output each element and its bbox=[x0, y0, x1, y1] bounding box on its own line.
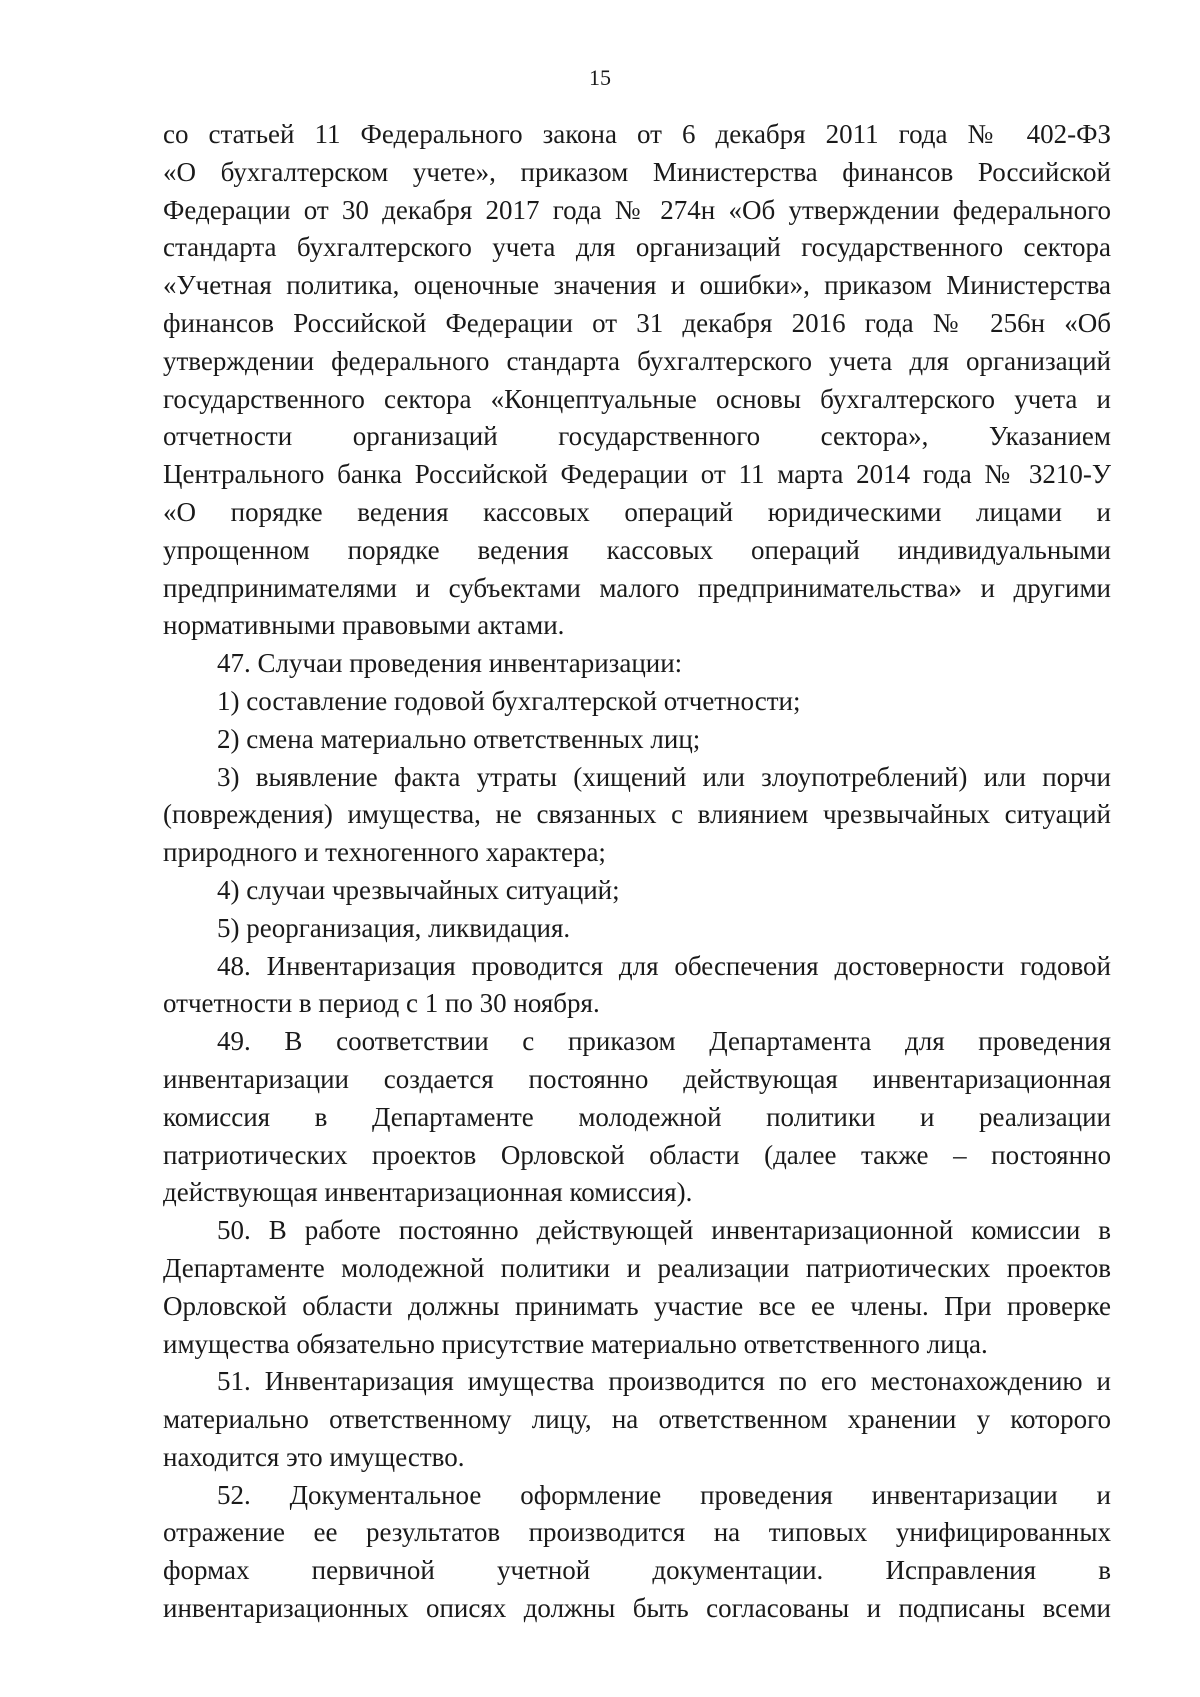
text-line: нормативными правовыми актами. bbox=[163, 610, 565, 641]
text-line: Центрального банка Российской Федерации от 11 марта 2014 года № 3210-У bbox=[163, 459, 1111, 490]
text-line: стандарта бухгалтерского учета для организаций государственного сектора bbox=[163, 232, 1111, 263]
text-line: формах первичной учетной документации. Исправления в bbox=[163, 1555, 1111, 1586]
text-line: утверждении федерального стандарта бухгалтерского учета для организаций bbox=[163, 345, 1111, 376]
text-line: материально ответственному лицу, на ответственном хранении у которого bbox=[163, 1404, 1111, 1435]
text-line: 2) смена материально ответственных лиц; bbox=[217, 723, 701, 754]
text-line: упрощенном порядке ведения кассовых операций индивидуальными bbox=[163, 534, 1111, 565]
text-line: инвентаризационных описях должны быть согласованы и подписаны всеми bbox=[163, 1593, 1111, 1624]
text-line: 5) реорганизация, ликвидация. bbox=[217, 912, 571, 943]
text-line: Департаменте молодежной политики и реализации патриотических проектов bbox=[163, 1252, 1111, 1283]
text-line: «О бухгалтерском учете», приказом Министерства финансов Российской bbox=[163, 156, 1111, 187]
text-line: отчетности в период с 1 по 30 ноября. bbox=[163, 988, 600, 1019]
text-line: (повреждения) имущества, не связанных с влиянием чрезвычайных ситуаций bbox=[163, 799, 1111, 830]
text-line: государственного сектора «Концептуальные основы бухгалтерского учета и bbox=[163, 383, 1111, 414]
text-line: «О порядке ведения кассовых операций юридическими лицами и bbox=[163, 496, 1111, 527]
text-line: 3) выявление факта утраты (хищений или злоупотреблений) или порчи bbox=[217, 761, 1111, 792]
text-line: 52. Документальное оформление проведения инвентаризации и bbox=[217, 1479, 1111, 1510]
text-line: 51. Инвентаризация имущества производится по его местонахождению и bbox=[217, 1366, 1111, 1397]
text-line: 4) случаи чрезвычайных ситуаций; bbox=[217, 874, 620, 905]
page-number: 15 bbox=[589, 65, 611, 90]
text-line: отражение ее результатов производится на типовых унифицированных bbox=[163, 1517, 1111, 1548]
text-line: природного и техногенного характера; bbox=[163, 837, 606, 868]
text-line: действующая инвентаризационная комиссия). bbox=[163, 1177, 693, 1208]
text-line: предпринимателями и субъектами малого предпринимательства» и другими bbox=[163, 572, 1111, 603]
text-line: Орловской области должны принимать участие все ее члены. При проверке bbox=[163, 1290, 1111, 1321]
text-line: 50. В работе постоянно действующей инвентаризационной комиссии в bbox=[217, 1215, 1111, 1246]
text-line: «Учетная политика, оценочные значения и ошибки», приказом Министерства bbox=[163, 270, 1111, 301]
text-line: 48. Инвентаризация проводится для обеспечения достоверности годовой bbox=[217, 950, 1111, 981]
body-text bbox=[163, 116, 1111, 1628]
text-line: финансов Российской Федерации от 31 декабря 2016 года № 256н «Об bbox=[163, 307, 1111, 338]
text-line: имущества обязательно присутствие материально ответственного лица. bbox=[163, 1328, 988, 1359]
text-line: 1) составление годовой бухгалтерской отчетности; bbox=[217, 685, 801, 716]
text-line: патриотических проектов Орловской области (далее также – постоянно bbox=[163, 1139, 1111, 1170]
text-line: отчетности организаций государственного сектора», Указанием bbox=[163, 421, 1111, 452]
text-line: Федерации от 30 декабря 2017 года № 274н «Об утверждении федерального bbox=[163, 194, 1111, 225]
text-line: комиссия в Департаменте молодежной политики и реализации bbox=[163, 1101, 1111, 1132]
text-line: находится это имущество. bbox=[163, 1441, 465, 1472]
text-line: 47. Случаи проведения инвентаризации: bbox=[217, 648, 683, 679]
text-line: инвентаризации создается постоянно действующая инвентаризационная bbox=[163, 1063, 1111, 1094]
text-line: 49. В соответствии с приказом Департамента для проведения bbox=[217, 1026, 1111, 1057]
text-line: со статьей 11 Федерального закона от 6 декабря 2011 года № 402-ФЗ bbox=[163, 119, 1111, 149]
